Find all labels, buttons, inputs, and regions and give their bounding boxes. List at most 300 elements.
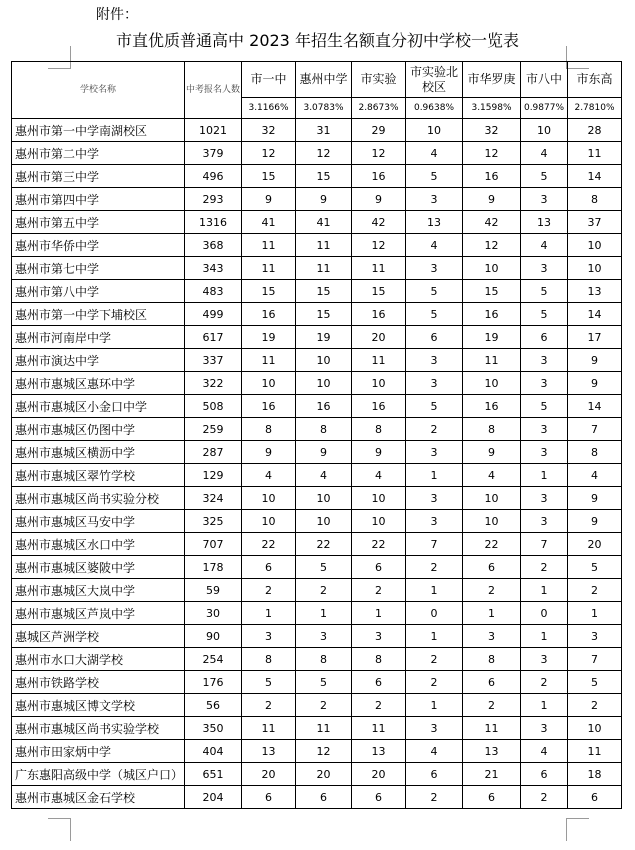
quota-cell: 0 bbox=[521, 602, 568, 625]
quota-cell: 2 bbox=[296, 579, 352, 602]
applicants-cell: 178 bbox=[185, 556, 242, 579]
quota-cell: 4 bbox=[568, 464, 622, 487]
quota-cell: 11 bbox=[242, 257, 296, 280]
quota-cell: 3 bbox=[521, 349, 568, 372]
quota-cell: 32 bbox=[242, 119, 296, 142]
school-name-cell: 惠州市惠城区婆陂中学 bbox=[12, 556, 185, 579]
quota-table bbox=[11, 61, 622, 809]
quota-cell: 15 bbox=[242, 280, 296, 303]
quota-cell: 9 bbox=[296, 188, 352, 211]
quota-cell: 12 bbox=[242, 142, 296, 165]
table-row bbox=[12, 418, 622, 441]
table-row bbox=[12, 464, 622, 487]
quota-cell: 5 bbox=[242, 671, 296, 694]
table-row bbox=[12, 395, 622, 418]
quota-cell: 5 bbox=[521, 303, 568, 326]
quota-cell: 5 bbox=[296, 671, 352, 694]
quota-cell: 11 bbox=[352, 257, 406, 280]
percentage-cell: 0.9638% bbox=[406, 98, 463, 119]
quota-cell: 2 bbox=[406, 648, 463, 671]
quota-cell: 6 bbox=[352, 671, 406, 694]
quota-cell: 10 bbox=[352, 372, 406, 395]
quota-cell: 3 bbox=[521, 441, 568, 464]
quota-cell: 4 bbox=[521, 740, 568, 763]
school-name-cell: 惠州市第三中学 bbox=[12, 165, 185, 188]
school-name-cell: 惠州市第四中学 bbox=[12, 188, 185, 211]
quota-cell: 42 bbox=[352, 211, 406, 234]
quota-cell: 5 bbox=[568, 671, 622, 694]
quota-cell: 3 bbox=[521, 510, 568, 533]
quota-cell: 2 bbox=[463, 694, 521, 717]
school-name-cell: 惠州市惠城区大岚中学 bbox=[12, 579, 185, 602]
quota-cell: 3 bbox=[406, 372, 463, 395]
quota-cell: 8 bbox=[568, 441, 622, 464]
table-row bbox=[12, 556, 622, 579]
quota-cell: 16 bbox=[242, 303, 296, 326]
quota-cell: 8 bbox=[242, 418, 296, 441]
quota-cell: 2 bbox=[352, 694, 406, 717]
quota-cell: 11 bbox=[568, 142, 622, 165]
quota-cell: 6 bbox=[242, 556, 296, 579]
percentage-cell: 0.9877% bbox=[521, 98, 568, 119]
quota-cell: 5 bbox=[296, 556, 352, 579]
table-row bbox=[12, 648, 622, 671]
school-name-cell: 惠州市惠城区尚书实验分校 bbox=[12, 487, 185, 510]
school-name-cell: 惠州市水口大湖学校 bbox=[12, 648, 185, 671]
quota-cell: 1 bbox=[521, 464, 568, 487]
school-name-cell: 惠州市惠城区金石学校 bbox=[12, 786, 185, 809]
quota-cell: 10 bbox=[568, 234, 622, 257]
school-name-cell: 惠州市演达中学 bbox=[12, 349, 185, 372]
applicants-cell: 350 bbox=[185, 717, 242, 740]
applicants-cell: 254 bbox=[185, 648, 242, 671]
quota-cell: 7 bbox=[521, 533, 568, 556]
table-row bbox=[12, 694, 622, 717]
attachment-label: 附件： bbox=[96, 7, 138, 23]
quota-cell: 5 bbox=[521, 395, 568, 418]
quota-cell: 17 bbox=[568, 326, 622, 349]
quota-cell: 4 bbox=[406, 142, 463, 165]
quota-cell: 9 bbox=[568, 487, 622, 510]
quota-cell: 7 bbox=[568, 648, 622, 671]
quota-cell: 5 bbox=[521, 165, 568, 188]
school-name-cell: 惠州市第二中学 bbox=[12, 142, 185, 165]
quota-cell: 12 bbox=[296, 142, 352, 165]
applicants-cell: 325 bbox=[185, 510, 242, 533]
percentage-cell: 3.1166% bbox=[242, 98, 296, 119]
table-row bbox=[12, 372, 622, 395]
quota-cell: 10 bbox=[296, 510, 352, 533]
quota-cell: 3 bbox=[521, 372, 568, 395]
applicants-cell: 499 bbox=[185, 303, 242, 326]
quota-cell: 1 bbox=[406, 694, 463, 717]
quota-cell: 1 bbox=[242, 602, 296, 625]
quota-cell: 15 bbox=[296, 165, 352, 188]
applicants-cell: 1316 bbox=[185, 211, 242, 234]
quota-cell: 11 bbox=[463, 717, 521, 740]
page-title: 市直优质普通高中 2023 年招生名额直分初中学校一览表 bbox=[116, 31, 519, 50]
quota-cell: 4 bbox=[521, 234, 568, 257]
applicants-cell: 508 bbox=[185, 395, 242, 418]
quota-cell: 29 bbox=[352, 119, 406, 142]
quota-cell: 22 bbox=[463, 533, 521, 556]
header-high-school: 市实验 bbox=[352, 62, 406, 98]
quota-cell: 4 bbox=[296, 464, 352, 487]
quota-cell: 10 bbox=[296, 349, 352, 372]
quota-cell: 3 bbox=[406, 510, 463, 533]
table-row bbox=[12, 487, 622, 510]
quota-cell: 11 bbox=[296, 234, 352, 257]
quota-cell: 8 bbox=[352, 418, 406, 441]
quota-cell: 5 bbox=[406, 280, 463, 303]
quota-cell: 22 bbox=[352, 533, 406, 556]
quota-cell: 2 bbox=[352, 579, 406, 602]
quota-cell: 16 bbox=[352, 165, 406, 188]
school-name-cell: 惠州市第五中学 bbox=[12, 211, 185, 234]
school-name-cell: 惠州市惠城区芦岚中学 bbox=[12, 602, 185, 625]
table-row bbox=[12, 188, 622, 211]
quota-cell: 14 bbox=[568, 303, 622, 326]
quota-cell: 14 bbox=[568, 165, 622, 188]
applicants-cell: 496 bbox=[185, 165, 242, 188]
quota-cell: 2 bbox=[521, 786, 568, 809]
quota-cell: 19 bbox=[463, 326, 521, 349]
quota-cell: 15 bbox=[296, 303, 352, 326]
quota-cell: 3 bbox=[521, 418, 568, 441]
quota-cell: 12 bbox=[463, 142, 521, 165]
applicants-cell: 30 bbox=[185, 602, 242, 625]
quota-cell: 13 bbox=[463, 740, 521, 763]
quota-cell: 3 bbox=[521, 487, 568, 510]
quota-cell: 11 bbox=[568, 740, 622, 763]
school-name-cell: 惠州市田家炳中学 bbox=[12, 740, 185, 763]
applicants-cell: 59 bbox=[185, 579, 242, 602]
school-name-cell: 惠州市第一中学下埔校区 bbox=[12, 303, 185, 326]
quota-cell: 8 bbox=[568, 188, 622, 211]
quota-cell: 10 bbox=[242, 372, 296, 395]
percentage-cell: 2.7810% bbox=[568, 98, 622, 119]
school-name-cell: 惠州市第一中学南湖校区 bbox=[12, 119, 185, 142]
quota-cell: 6 bbox=[296, 786, 352, 809]
applicants-cell: 204 bbox=[185, 786, 242, 809]
quota-cell: 1 bbox=[352, 602, 406, 625]
school-name-cell: 惠州市华侨中学 bbox=[12, 234, 185, 257]
quota-cell: 9 bbox=[568, 349, 622, 372]
quota-cell: 3 bbox=[406, 257, 463, 280]
quota-cell: 31 bbox=[296, 119, 352, 142]
quota-cell: 21 bbox=[463, 763, 521, 786]
applicants-cell: 129 bbox=[185, 464, 242, 487]
quota-cell: 6 bbox=[463, 671, 521, 694]
quota-cell: 10 bbox=[463, 372, 521, 395]
quota-cell: 6 bbox=[568, 786, 622, 809]
quota-cell: 20 bbox=[296, 763, 352, 786]
quota-cell: 15 bbox=[463, 280, 521, 303]
quota-cell: 6 bbox=[352, 786, 406, 809]
quota-cell: 7 bbox=[568, 418, 622, 441]
quota-cell: 2 bbox=[406, 671, 463, 694]
applicants-cell: 90 bbox=[185, 625, 242, 648]
quota-cell: 2 bbox=[406, 556, 463, 579]
quota-cell: 9 bbox=[568, 372, 622, 395]
quota-cell: 2 bbox=[463, 579, 521, 602]
quota-cell: 3 bbox=[406, 188, 463, 211]
quota-cell: 3 bbox=[242, 625, 296, 648]
quota-cell: 7 bbox=[406, 533, 463, 556]
quota-cell: 6 bbox=[521, 326, 568, 349]
school-name-cell: 惠州市第七中学 bbox=[12, 257, 185, 280]
applicants-cell: 324 bbox=[185, 487, 242, 510]
quota-cell: 13 bbox=[352, 740, 406, 763]
school-name-cell: 惠州市惠城区水口中学 bbox=[12, 533, 185, 556]
quota-cell: 16 bbox=[296, 395, 352, 418]
quota-cell: 22 bbox=[242, 533, 296, 556]
school-name-cell: 惠州市河南岸中学 bbox=[12, 326, 185, 349]
quota-cell: 1 bbox=[568, 602, 622, 625]
table-row bbox=[12, 165, 622, 188]
quota-cell: 9 bbox=[463, 441, 521, 464]
header-school-name: 学校名称 bbox=[12, 62, 185, 119]
quota-cell: 9 bbox=[242, 188, 296, 211]
quota-cell: 41 bbox=[296, 211, 352, 234]
quota-cell: 2 bbox=[242, 694, 296, 717]
applicants-cell: 176 bbox=[185, 671, 242, 694]
table-row bbox=[12, 119, 622, 142]
quota-cell: 4 bbox=[406, 234, 463, 257]
school-name-cell: 惠州市惠城区仍图中学 bbox=[12, 418, 185, 441]
quota-cell: 20 bbox=[352, 326, 406, 349]
quota-cell: 3 bbox=[406, 349, 463, 372]
quota-cell: 4 bbox=[406, 740, 463, 763]
quota-cell: 10 bbox=[352, 487, 406, 510]
quota-cell: 3 bbox=[568, 625, 622, 648]
quota-cell: 32 bbox=[463, 119, 521, 142]
quota-cell: 10 bbox=[568, 717, 622, 740]
quota-cell: 8 bbox=[296, 418, 352, 441]
header-high-school: 市东高 bbox=[568, 62, 622, 98]
quota-cell: 5 bbox=[406, 165, 463, 188]
quota-cell: 2 bbox=[521, 556, 568, 579]
table-row bbox=[12, 717, 622, 740]
quota-cell: 3 bbox=[406, 441, 463, 464]
quota-cell: 1 bbox=[521, 694, 568, 717]
quota-cell: 28 bbox=[568, 119, 622, 142]
school-name-cell: 惠州市铁路学校 bbox=[12, 671, 185, 694]
applicants-cell: 337 bbox=[185, 349, 242, 372]
quota-cell: 9 bbox=[568, 510, 622, 533]
quota-cell: 11 bbox=[463, 349, 521, 372]
quota-cell: 10 bbox=[463, 257, 521, 280]
quota-cell: 6 bbox=[352, 556, 406, 579]
crop-mark-bottom-right bbox=[566, 818, 589, 841]
quota-cell: 4 bbox=[352, 464, 406, 487]
table-row bbox=[12, 326, 622, 349]
quota-cell: 8 bbox=[463, 648, 521, 671]
crop-mark-bottom-left bbox=[48, 818, 71, 841]
quota-cell: 15 bbox=[296, 280, 352, 303]
quota-cell: 3 bbox=[521, 648, 568, 671]
table-row bbox=[12, 349, 622, 372]
table-row bbox=[12, 441, 622, 464]
applicants-cell: 343 bbox=[185, 257, 242, 280]
quota-cell: 8 bbox=[352, 648, 406, 671]
quota-cell: 2 bbox=[406, 418, 463, 441]
quota-cell: 16 bbox=[352, 303, 406, 326]
quota-cell: 13 bbox=[568, 280, 622, 303]
quota-cell: 9 bbox=[352, 188, 406, 211]
applicants-cell: 1021 bbox=[185, 119, 242, 142]
quota-cell: 11 bbox=[352, 717, 406, 740]
applicants-cell: 287 bbox=[185, 441, 242, 464]
table-row bbox=[12, 211, 622, 234]
table-row bbox=[12, 740, 622, 763]
quota-cell: 9 bbox=[296, 441, 352, 464]
quota-cell: 10 bbox=[463, 510, 521, 533]
quota-cell: 10 bbox=[242, 510, 296, 533]
quota-cell: 2 bbox=[568, 694, 622, 717]
quota-cell: 2 bbox=[521, 671, 568, 694]
table-row bbox=[12, 786, 622, 809]
quota-cell: 2 bbox=[296, 694, 352, 717]
quota-cell: 6 bbox=[406, 763, 463, 786]
quota-cell: 19 bbox=[242, 326, 296, 349]
quota-cell: 1 bbox=[521, 625, 568, 648]
quota-cell: 20 bbox=[352, 763, 406, 786]
quota-cell: 6 bbox=[521, 763, 568, 786]
quota-cell: 16 bbox=[352, 395, 406, 418]
applicants-cell: 379 bbox=[185, 142, 242, 165]
school-name-cell: 惠州市惠城区横沥中学 bbox=[12, 441, 185, 464]
school-name-cell: 惠州市第八中学 bbox=[12, 280, 185, 303]
quota-cell: 11 bbox=[352, 349, 406, 372]
quota-cell: 10 bbox=[242, 487, 296, 510]
quota-cell: 10 bbox=[463, 487, 521, 510]
quota-cell: 4 bbox=[521, 142, 568, 165]
quota-cell: 10 bbox=[406, 119, 463, 142]
quota-cell: 19 bbox=[296, 326, 352, 349]
quota-cell: 1 bbox=[296, 602, 352, 625]
table-row bbox=[12, 602, 622, 625]
applicants-cell: 651 bbox=[185, 763, 242, 786]
quota-cell: 16 bbox=[463, 303, 521, 326]
quota-cell: 16 bbox=[242, 395, 296, 418]
quota-cell: 3 bbox=[406, 717, 463, 740]
school-name-cell: 惠州市惠城区马安中学 bbox=[12, 510, 185, 533]
table-row bbox=[12, 142, 622, 165]
applicants-cell: 707 bbox=[185, 533, 242, 556]
quota-cell: 11 bbox=[296, 717, 352, 740]
quota-cell: 13 bbox=[406, 211, 463, 234]
school-name-cell: 惠州市惠城区翠竹学校 bbox=[12, 464, 185, 487]
header-high-school: 市八中 bbox=[521, 62, 568, 98]
quota-cell: 6 bbox=[242, 786, 296, 809]
quota-cell: 2 bbox=[242, 579, 296, 602]
quota-cell: 1 bbox=[463, 602, 521, 625]
quota-cell: 14 bbox=[568, 395, 622, 418]
quota-cell: 5 bbox=[406, 395, 463, 418]
table-row bbox=[12, 303, 622, 326]
quota-cell: 8 bbox=[463, 418, 521, 441]
quota-cell: 2 bbox=[406, 786, 463, 809]
quota-cell: 3 bbox=[296, 625, 352, 648]
applicants-cell: 483 bbox=[185, 280, 242, 303]
quota-cell: 10 bbox=[521, 119, 568, 142]
quota-cell: 15 bbox=[352, 280, 406, 303]
applicants-cell: 259 bbox=[185, 418, 242, 441]
quota-cell: 42 bbox=[463, 211, 521, 234]
quota-cell: 12 bbox=[296, 740, 352, 763]
quota-cell: 11 bbox=[242, 349, 296, 372]
quota-cell: 12 bbox=[463, 234, 521, 257]
quota-cell: 9 bbox=[352, 441, 406, 464]
quota-cell: 8 bbox=[296, 648, 352, 671]
table-row bbox=[12, 579, 622, 602]
header-applicants: 中考报名人数 bbox=[185, 62, 242, 119]
school-name-cell: 惠城区芦洲学校 bbox=[12, 625, 185, 648]
quota-cell: 1 bbox=[406, 464, 463, 487]
quota-cell: 20 bbox=[568, 533, 622, 556]
quota-cell: 6 bbox=[463, 786, 521, 809]
applicants-cell: 617 bbox=[185, 326, 242, 349]
table-body bbox=[12, 119, 622, 809]
header-high-school: 市一中 bbox=[242, 62, 296, 98]
quota-cell: 6 bbox=[463, 556, 521, 579]
quota-cell: 15 bbox=[242, 165, 296, 188]
header-high-school: 市华罗庚 bbox=[463, 62, 521, 98]
quota-cell: 3 bbox=[521, 188, 568, 211]
quota-cell: 3 bbox=[463, 625, 521, 648]
quota-cell: 9 bbox=[242, 441, 296, 464]
quota-cell: 41 bbox=[242, 211, 296, 234]
quota-cell: 11 bbox=[242, 234, 296, 257]
applicants-cell: 404 bbox=[185, 740, 242, 763]
table-row bbox=[12, 234, 622, 257]
quota-cell: 12 bbox=[352, 234, 406, 257]
applicants-cell: 368 bbox=[185, 234, 242, 257]
quota-cell: 10 bbox=[296, 487, 352, 510]
quota-cell: 11 bbox=[242, 717, 296, 740]
school-name-cell: 惠州市惠城区尚书实验学校 bbox=[12, 717, 185, 740]
quota-cell: 10 bbox=[568, 257, 622, 280]
quota-cell: 18 bbox=[568, 763, 622, 786]
quota-cell: 0 bbox=[406, 602, 463, 625]
quota-cell: 1 bbox=[406, 625, 463, 648]
percentage-cell: 3.1598% bbox=[463, 98, 521, 119]
quota-cell: 3 bbox=[352, 625, 406, 648]
quota-cell: 4 bbox=[463, 464, 521, 487]
table-row bbox=[12, 671, 622, 694]
quota-cell: 16 bbox=[463, 165, 521, 188]
table-row bbox=[12, 257, 622, 280]
quota-cell: 6 bbox=[406, 326, 463, 349]
quota-cell: 20 bbox=[242, 763, 296, 786]
table-row bbox=[12, 763, 622, 786]
applicants-cell: 293 bbox=[185, 188, 242, 211]
quota-cell: 10 bbox=[296, 372, 352, 395]
quota-cell: 3 bbox=[521, 257, 568, 280]
quota-cell: 13 bbox=[521, 211, 568, 234]
table-row bbox=[12, 280, 622, 303]
school-name-cell: 惠州市惠城区博文学校 bbox=[12, 694, 185, 717]
quota-cell: 22 bbox=[296, 533, 352, 556]
table-row bbox=[12, 533, 622, 556]
school-name-cell: 惠州市惠城区小金口中学 bbox=[12, 395, 185, 418]
quota-cell: 13 bbox=[242, 740, 296, 763]
quota-cell: 4 bbox=[242, 464, 296, 487]
quota-cell: 10 bbox=[352, 510, 406, 533]
quota-cell: 1 bbox=[406, 579, 463, 602]
quota-cell: 2 bbox=[568, 579, 622, 602]
